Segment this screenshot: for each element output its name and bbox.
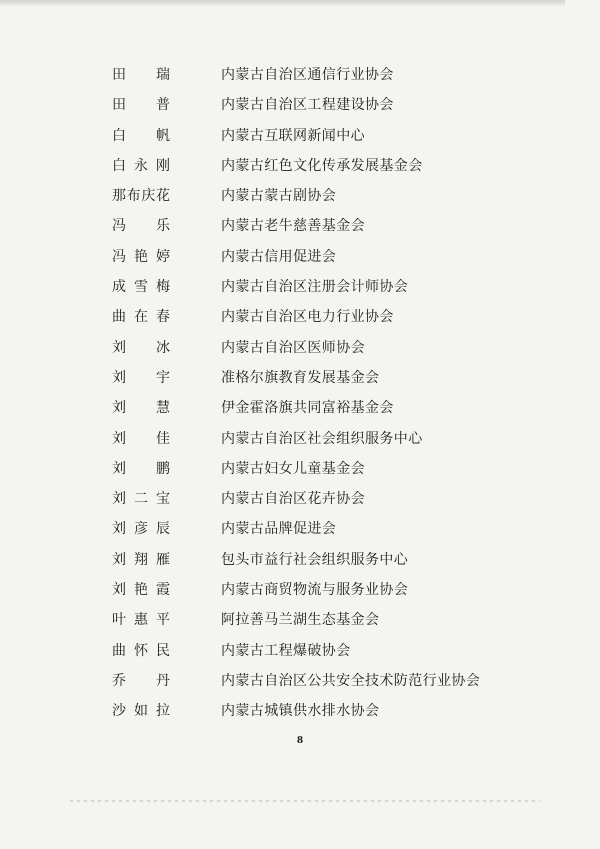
organization-name: 内蒙古自治区注册会计师协会 [221,279,409,296]
organization-name: 内蒙古自治区工程建设协会 [221,97,394,114]
list-item [0,272,600,302]
list-item [0,454,600,484]
person-name: 刘翔雁 [112,551,170,568]
person-name: 成雪梅 [112,279,170,296]
organization-name: 包头市益行社会组织服务中心 [221,551,409,568]
person-name: 白 帆 [112,127,170,144]
person-name: 刘 佳 [112,430,170,447]
entry-list [0,60,600,727]
organization-name: 内蒙古红色文化传承发展基金会 [221,157,423,174]
list-item [0,211,600,241]
list-item [0,393,600,423]
list-item [0,302,600,332]
person-name: 曲在春 [112,309,170,326]
person-name: 田 瑞 [112,67,170,83]
person-name: 刘 鹏 [112,460,170,477]
organization-name: 内蒙古自治区通信行业协会 [221,67,394,83]
list-item [0,575,600,605]
list-item [0,90,600,120]
list-item [0,636,600,666]
organization-name: 内蒙古自治区电力行业协会 [221,309,394,326]
person-name: 叶惠平 [112,612,170,629]
organization-name: 内蒙古工程爆破协会 [221,642,351,659]
list-item [0,363,600,393]
organization-name: 内蒙古品牌促进会 [221,521,337,538]
person-name: 沙如拉 [112,703,170,720]
person-name: 田 普 [112,97,170,114]
list-item [0,151,600,181]
organization-name: 内蒙古自治区花卉协会 [221,491,365,508]
person-name: 冯艳婷 [112,248,170,265]
organization-name: 内蒙古商贸物流与服务业协会 [221,582,409,599]
organization-name: 内蒙古信用促进会 [221,248,337,265]
person-name: 刘 冰 [112,339,170,356]
organization-name: 内蒙古自治区医师协会 [221,339,365,356]
person-name: 刘彦辰 [112,521,170,538]
organization-name: 内蒙古互联网新闻中心 [221,127,365,144]
list-item [0,424,600,454]
organization-name: 伊金霍洛旗共同富裕基金会 [221,400,394,417]
organization-name: 内蒙古妇女儿童基金会 [221,460,365,477]
list-item [0,121,600,151]
scan-edge-bottom [70,800,540,802]
person-name: 乔 丹 [112,672,170,689]
list-item [0,696,600,726]
person-name: 刘 慧 [112,400,170,417]
person-name: 冯 乐 [112,218,170,235]
list-item [0,545,600,575]
organization-name: 内蒙古自治区社会组织服务中心 [221,430,423,447]
organization-name: 内蒙古老牛慈善基金会 [221,218,365,235]
organization-name: 准格尔旗教育发展基金会 [221,369,380,386]
person-name: 白永刚 [112,157,170,174]
person-name: 刘二宝 [112,491,170,508]
list-item [0,605,600,635]
person-name: 刘艳霞 [112,582,170,599]
list-item [0,514,600,544]
person-name: 刘 宇 [112,369,170,386]
list-item [0,333,600,363]
list-item [0,60,600,90]
list-item [0,181,600,211]
organization-name: 内蒙古城镇供水排水协会 [221,703,380,720]
person-name: 那布庆花 [112,188,170,205]
organization-name: 阿拉善马兰湖生态基金会 [221,612,380,629]
organization-name: 内蒙古蒙古剧协会 [221,188,337,205]
list-item [0,484,600,514]
page-number: 8 [296,736,304,746]
person-name: 曲怀民 [112,642,170,659]
scan-edge-top [0,0,565,6]
list-item [0,666,600,696]
list-item [0,242,600,272]
organization-name: 内蒙古自治区公共安全技术防范行业协会 [221,672,481,689]
